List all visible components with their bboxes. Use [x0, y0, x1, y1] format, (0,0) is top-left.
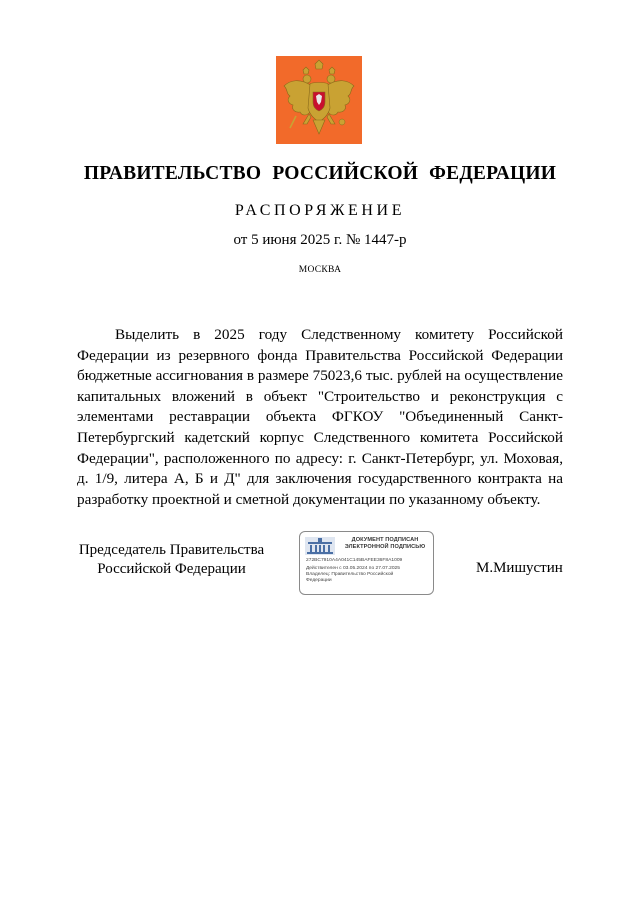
russian-coat-of-arms-icon	[276, 56, 362, 144]
signer-name: М.Мишустин	[476, 560, 563, 576]
document-city: МОСКВА	[298, 265, 342, 275]
stamp-certificate-serial: 272BC7910A4A041C145BAFEE36F8A1009	[306, 558, 403, 563]
signer-position	[74, 541, 269, 579]
stamp-owner-line-2: Федерации	[306, 578, 332, 583]
government-title: ПРАВИТЕЛЬСТВО РОССИЙСКОЙ ФЕДЕРАЦИИ	[83, 163, 557, 184]
stamp-title	[338, 537, 432, 551]
signer-position-line-1: Председатель Правительства	[78, 542, 265, 558]
order-body-text: Выделить в 2025 году Следственному комитету Российской Федерации из резервного фонда Правительства Российской Федерации бюджетные ассигнования в размере 75023,6 тыс. рублей на осуществление капитальных вложений в объект "Строительство и реконструкция с элементами реставрации объекта ФГКОУ "Объединенный Санкт-Петербургский кадетский корпус Следственного комитета Российской Федерации", расположенного по адресу: г. Санкт-Петербург, ул. Моховая, д. 1/9, литера А, Б и Д" для заключения государственного контракта на разработку проектной и сметной документации по указанному объекту.	[77, 326, 563, 508]
electronic-signature-stamp	[299, 531, 434, 595]
stamp-validity-period: Действителен с 03.05.2024 по 27.07.2025	[306, 566, 400, 571]
signer-position-line-2: Российской Федерации	[97, 561, 246, 577]
government-building-icon	[305, 537, 335, 555]
stamp-owner-line-1: Владелец: Правительство Российской	[306, 572, 394, 577]
stamp-title-line-1: ДОКУМЕНТ ПОДПИСАН	[351, 537, 419, 543]
document-date-number: от 5 июня 2025 г. № 1447-р	[233, 232, 407, 248]
stamp-title-line-2: ЭЛЕКТРОННОЙ ПОДПИСЬЮ	[344, 544, 426, 550]
coat-of-arms-emblem	[276, 56, 362, 144]
document-type: РАСПОРЯЖЕНИЕ	[234, 202, 406, 219]
